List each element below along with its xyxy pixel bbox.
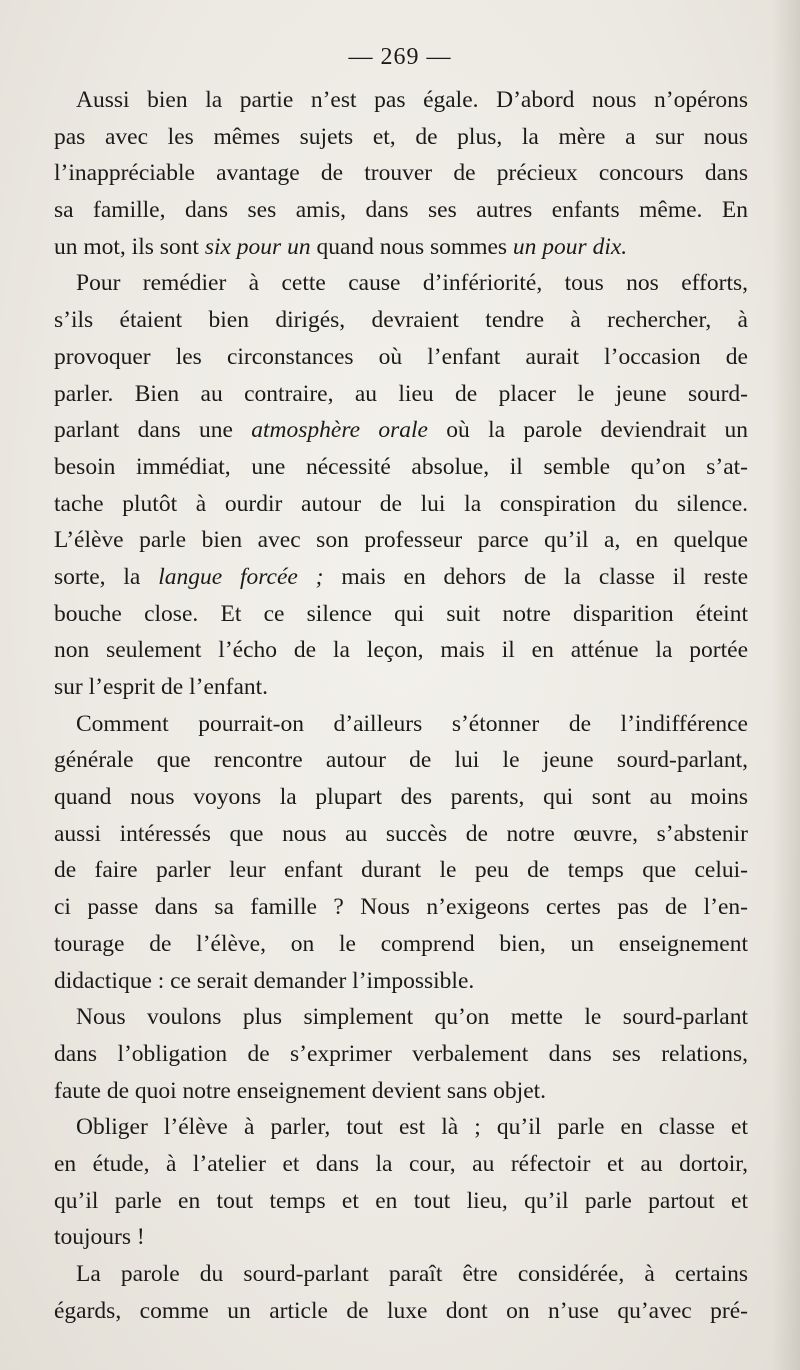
text-span: Pour remédier à cette cause d’infériorité, tous nos efforts, <box>76 270 748 297</box>
text-span: l’inappréciable avantage de trouver de précieux concours dans <box>54 160 748 187</box>
text-line <box>54 1036 748 1073</box>
text-span: Obliger l’élève à parler, tout est là ; qu’il parle en classe et <box>76 1114 748 1141</box>
text-span: en étude, à l’atelier et dans la cour, au réfectoir et au dortoir, <box>54 1150 748 1177</box>
text-span: quand nous sommes <box>310 233 513 260</box>
text-line <box>54 339 748 376</box>
text-line <box>54 779 748 816</box>
text-span: dans l’obligation de s’exprimer verbalement dans ses relations, <box>54 1040 748 1067</box>
text-span: sorte, la <box>54 563 159 590</box>
text-span: tache plutôt à ourdir autour de lui la conspiration du silence. <box>54 490 748 517</box>
text-span: sa famille, dans ses amis, dans ses autres enfants même. En <box>54 197 748 224</box>
text-line <box>54 852 748 889</box>
text-line <box>54 706 748 743</box>
text-line <box>54 229 748 266</box>
text-span: Aussi bien la partie n’est pas égale. D’abord nous n’opérons <box>76 87 748 113</box>
text-line <box>54 889 748 926</box>
text-line <box>54 1146 748 1183</box>
text-line <box>54 999 748 1036</box>
text-span: parler. Bien au contraire, au lieu de placer le jeune sourd- <box>54 380 748 407</box>
text-span: tourage de l’élève, on le comprend bien, un enseignement <box>54 930 748 957</box>
text-line <box>54 1293 748 1330</box>
text-line <box>54 192 748 229</box>
page-number: — 269 — <box>348 44 452 70</box>
text-line <box>54 669 748 706</box>
text-line <box>54 596 748 633</box>
text-span: s’ils étaient bien dirigés, devraient tendre à rechercher, à <box>54 307 748 334</box>
text-line <box>54 816 748 853</box>
text-span: La parole du sourd-parlant paraît être considérée, à certains <box>76 1261 748 1287</box>
text-line <box>54 449 748 486</box>
text-span: Nous voulons plus simplement qu’on mette le sourd-parlant <box>76 1004 748 1031</box>
text-span: didactique : ce serait demander l’impossible. <box>54 967 475 994</box>
text-line <box>54 1256 748 1293</box>
text-line <box>54 559 748 596</box>
text-line <box>54 522 748 559</box>
text-line <box>54 119 748 156</box>
text-line <box>54 155 748 192</box>
text-span: bouche close. Et ce silence qui suit notre disparition éteint <box>54 600 748 627</box>
text-line <box>54 1073 748 1110</box>
text-span: mais en dehors de la classe il reste <box>323 563 749 590</box>
text-line <box>54 632 748 669</box>
text-line <box>54 302 748 339</box>
text-line <box>54 376 748 413</box>
text-line <box>54 265 748 302</box>
text-span: de faire parler leur enfant durant le peu de temps que celui- <box>54 857 748 884</box>
text-line <box>54 1183 748 1220</box>
text-span: provoquer les circonstances où l’enfant aurait l’occasion de <box>54 343 748 370</box>
text-span: parlant dans une <box>54 417 252 444</box>
text-span: Comment pourrait-on d’ailleurs s’étonner de l’indifférence <box>76 710 748 737</box>
text-line <box>54 486 748 523</box>
text-span: sur l’esprit de l’enfant. <box>54 674 269 700</box>
italic-text: six pour un <box>204 233 311 260</box>
text-span: besoin immédiat, une nécessité absolue, il semble qu’on s’at- <box>54 453 748 480</box>
text-span: aussi intéressés que nous au succès de notre œuvre, s’abstenir <box>54 820 748 847</box>
italic-text: langue forcée ; <box>158 563 324 590</box>
text-line <box>54 1109 748 1146</box>
text-span: où la parole deviendrait un <box>427 417 748 444</box>
text-line <box>54 963 748 1000</box>
page-edge-shadow <box>772 0 800 1370</box>
text-line <box>54 412 748 449</box>
text-span: L’élève parle bien avec son professeur parce qu’il a, en quelque <box>54 527 748 554</box>
text-line <box>54 742 748 779</box>
text-span: quand nous voyons la plupart des parents, qui sont au moins <box>54 784 748 811</box>
text-span: ci passe dans sa famille ? Nous n’exigeons certes pas de l’en- <box>54 894 748 921</box>
italic-text: atmosphère orale <box>251 417 428 444</box>
body-text <box>54 82 748 1329</box>
italic-text: un pour dix. <box>512 233 628 260</box>
text-span: pas avec les mêmes sujets et, de plus, la mère a sur nous <box>54 123 748 150</box>
text-span: non seulement l’écho de la leçon, mais il en atténue la portée <box>54 637 748 664</box>
text-span: toujours ! <box>54 1224 145 1251</box>
text-line <box>54 1219 748 1256</box>
text-span: qu’il parle en tout temps et en tout lieu, qu’il parle partout et <box>54 1187 748 1214</box>
text-span: un mot, ils sont <box>54 233 205 260</box>
text-line <box>54 926 748 963</box>
text-line <box>54 82 748 119</box>
text-span: égards, comme un article de luxe dont on n’use qu’avec pré- <box>54 1297 748 1324</box>
text-span: générale que rencontre autour de lui le jeune sourd-parlant, <box>54 747 748 774</box>
text-span: faute de quoi notre enseignement devient sans objet. <box>54 1077 547 1104</box>
